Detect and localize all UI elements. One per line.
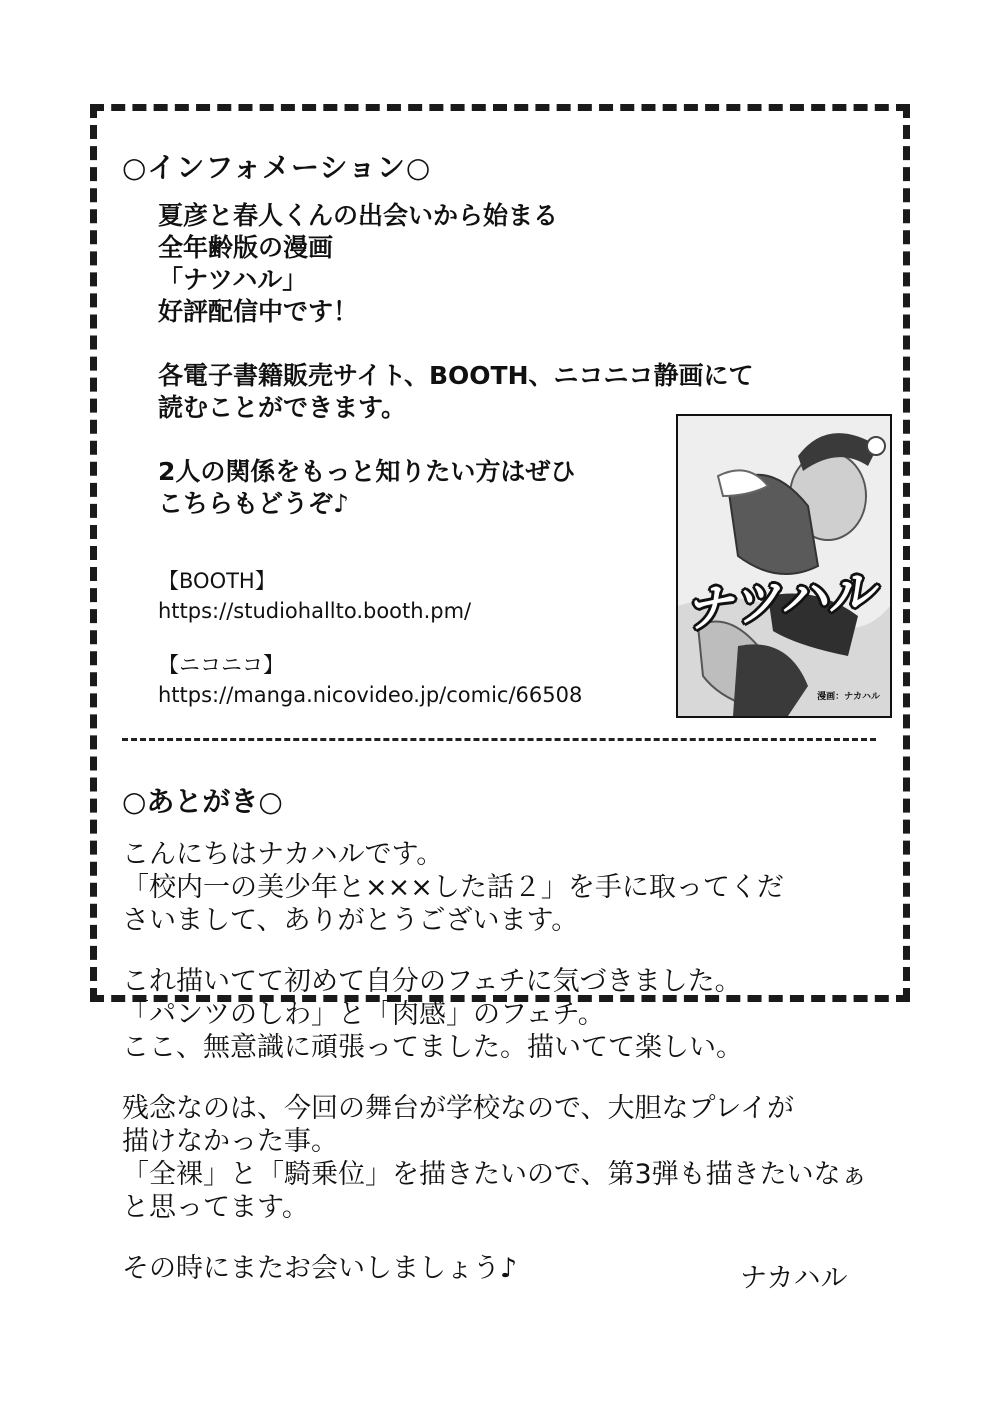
afterword-heading: ○あとがき○ (122, 785, 283, 818)
afterword-line: 「パンツのしわ」と「肉感」のフェチ。 (122, 999, 605, 1030)
information-heading: ○インフォメーション○ (122, 151, 432, 184)
links-section (158, 566, 582, 710)
afterword-line: と思ってます。 (122, 1192, 309, 1223)
info-line: 全年齢版の漫画 (158, 233, 334, 262)
booth-link[interactable]: https://studiohallto.booth.pm/ (158, 599, 472, 623)
info-line: 各電子書籍販売サイト、BOOTH、ニコニコ静画にて (158, 361, 754, 390)
information-body (158, 200, 754, 520)
info-line: こちらもどうぞ♪ (158, 489, 349, 518)
nico-link[interactable]: https://manga.nicovideo.jp/comic/66508 (158, 683, 583, 707)
afterword-line: 「全裸」と「騎乗位」を描きたいので、第3弾も描きたいなぁ (122, 1159, 868, 1190)
info-line: 好評配信中です！ (158, 297, 359, 326)
info-line: 2人の関係をもっと知りたい方はぜひ (158, 457, 576, 486)
afterword-line: これ描いてて初めて自分のフェチに気づきました。 (122, 966, 742, 997)
cover-title: ナツハル (682, 563, 878, 639)
afterword-line: 「校内一の美少年と×××した話２」を手に取ってくだ (122, 872, 784, 903)
info-line: 読むことができます。 (158, 393, 407, 422)
booth-label: 【BOOTH】 (158, 569, 276, 593)
afterword-body (122, 838, 868, 1285)
afterword-line: 描けなかった事。 (122, 1126, 338, 1157)
cover-image (676, 414, 892, 718)
afterword-line: さいまして、ありがとうございます。 (122, 905, 579, 936)
afterword-line: こんにちはナカハルです。 (122, 839, 444, 870)
afterword-line: その時にまたお会いしましょう♪ (122, 1253, 518, 1284)
info-line: 夏彦と春人くんの出会いから始まる (158, 201, 559, 230)
info-line: 「ナツハル」 (158, 265, 308, 294)
afterword-line: 残念なのは、今回の舞台が学校なので、大胆なプレイが (122, 1093, 795, 1124)
afterword-line: ここ、無意識に頑張ってました。描いてて楽しい。 (122, 1032, 743, 1063)
cover-credit: 漫画：ナカハル (817, 692, 880, 702)
section-divider (122, 738, 876, 741)
signature: ナカハル (740, 1263, 848, 1294)
nico-label: 【ニコニコ】 (158, 653, 284, 677)
